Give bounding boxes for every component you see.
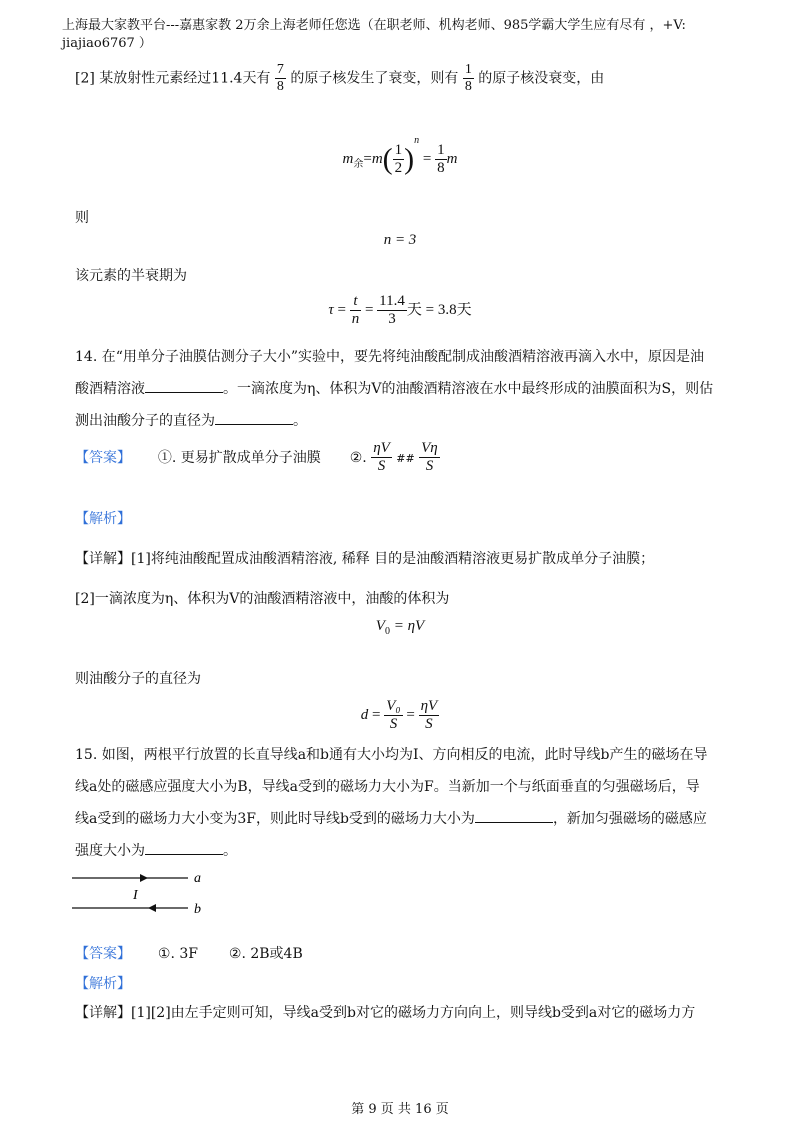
current-label: I	[133, 888, 138, 903]
wire-b-label: b	[194, 902, 201, 917]
answer-blank	[145, 840, 223, 855]
answer-label: 【答案】	[75, 946, 131, 962]
halflife-label: 该元素的半衰期为	[75, 268, 187, 284]
answer-label: 【答案】	[75, 449, 131, 466]
decay-mid: 的原子核发生了衰变，则有	[290, 70, 459, 87]
answer-blank	[145, 378, 223, 393]
p14-volume: [2]一滴浓度为η、体积为V的油酸酒精溶液中，油酸的体积为	[75, 591, 450, 607]
answer-15: 【答案】 ①. 3F ②. 2B或4B	[75, 946, 303, 962]
fraction-one-eighth: $\frac{1}{8}$	[464, 62, 472, 95]
paragraph-decay	[75, 62, 604, 95]
answer-14: 【答案】 ①. 更易扩散成单分子油膜 ②. $\frac{\eta V}{S}$ ## $\frac{V\eta}{S}$	[75, 440, 438, 475]
q15-line-4: 强度大小为 。	[75, 840, 237, 860]
detail-14: 【详解】[1]将纯油酸配置成油酸酒精溶液, 稀释 目的是油酸酒精溶液更易扩散成单分子油膜；	[75, 551, 655, 567]
q14-line-3: 测出油酸分子的直径为 。	[75, 410, 307, 430]
equation-v0: $V_0 = \eta V$	[375, 618, 425, 637]
text-ze: 则	[75, 210, 89, 226]
header-line-1: 上海最大家教平台---嘉惠家教 2万余上海老师任您选（在职老师、机构老师、985学霸大学生应有尽有 ，+V:	[62, 18, 686, 33]
arrow-right-icon	[140, 874, 148, 882]
equation-halflife: τ = $\frac{t}{n}$ = $\frac{11.4}{3}$ 天 = 3.8天	[328, 293, 472, 328]
answer-blank	[475, 808, 553, 823]
fraction-seven-eighths: $\frac{7}{8}$	[276, 62, 284, 95]
equation-diameter: d = $\frac{\text{V₀}}{S}$ = $\frac{\eta V}{S}$	[360, 698, 438, 733]
q15-line-3: 线a受到的磁场力大小变为3F，则此时导线b受到的磁场力大小为 ，新加匀强磁场的磁感应	[75, 808, 707, 828]
analysis-label-1: 【解析】	[75, 511, 131, 527]
q15-line-1: 15. 如图，两根平行放置的长直导线a和b通有大小均为I、方向相反的电流，此时导线b产生的磁场在导	[75, 747, 708, 763]
equation-remaining-mass: $m_余=m$( $\frac{1}{2}$ )$^n$ = $\frac{1}{8}$ m	[342, 135, 458, 177]
q14-line-1: 14. 在“用单分子油膜估测分子大小”实验中，要先将纯油酸配制成油酸酒精溶液再滴入水中，原因是油	[75, 349, 705, 365]
wire-a-label: a	[194, 871, 201, 886]
equation-n: n = 3	[383, 232, 417, 248]
q15-line-2: 线a处的磁感应强度大小为B，导线a受到的磁场力大小为F。当新加一个与纸面垂直的匀强磁场后，导	[75, 779, 700, 795]
q14-line-2: 酸酒精溶液 。一滴浓度为η、体积为V的油酸酒精溶液在水中最终形成的油膜面积为S，则估	[75, 378, 713, 398]
answer-blank	[215, 410, 293, 425]
header-line-2: jiajiao6767 ）	[62, 36, 152, 51]
page-footer: 第 9 页 共 16 页	[351, 1102, 449, 1117]
parallel-wires-figure	[70, 866, 220, 922]
detail-15: 【详解】[1][2]由左手定则可知，导线a受到b对它的磁场力方向向上，则导线b受到a对它的磁场力方	[75, 1005, 696, 1021]
decay-prefix: [2] 某放射性元素经过11.4天有	[75, 70, 271, 87]
arrow-left-icon	[148, 904, 156, 912]
p14-diameter: 则油酸分子的直径为	[75, 671, 201, 687]
decay-suffix: 的原子核没衰变，由	[478, 70, 605, 87]
analysis-label-2: 【解析】	[75, 976, 131, 992]
